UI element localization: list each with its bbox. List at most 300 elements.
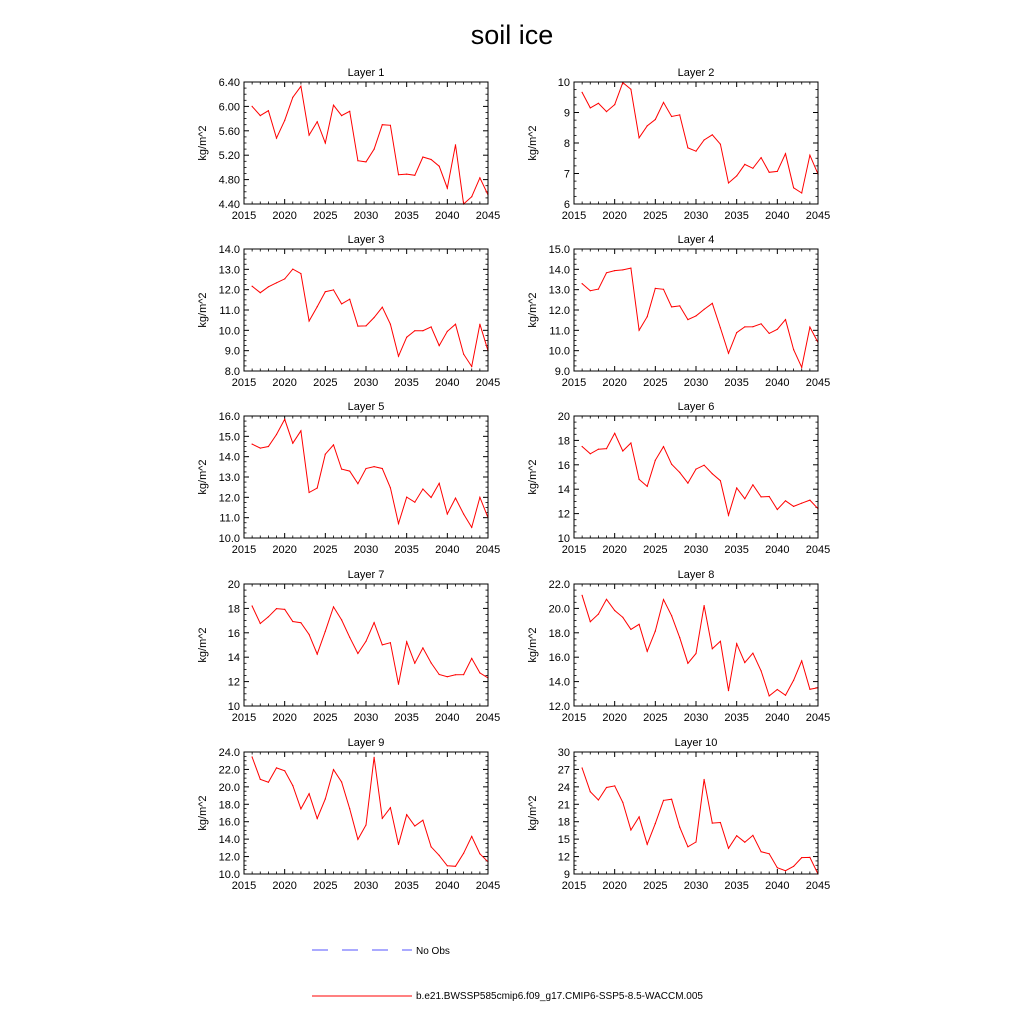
data-point — [695, 841, 696, 842]
data-point — [325, 798, 326, 799]
data-point — [398, 523, 399, 524]
data-point — [582, 446, 583, 447]
y-tick-label: 15 — [557, 834, 570, 847]
plot-frame — [244, 752, 488, 874]
data-point — [606, 272, 607, 273]
data-point — [801, 857, 802, 858]
y-tick-label: 8.0 — [224, 366, 240, 378]
data-point — [590, 290, 591, 291]
data-point — [720, 641, 721, 642]
panel-title: Layer 7 — [347, 569, 385, 581]
data-point — [390, 487, 391, 488]
x-tick-label: 2020 — [602, 377, 627, 389]
data-point — [736, 487, 737, 488]
data-point — [471, 527, 472, 528]
x-tick-label: 2030 — [683, 210, 709, 222]
data-point — [341, 469, 342, 470]
panel-title: Layer 4 — [677, 234, 715, 246]
data-point — [663, 599, 664, 600]
y-axis-label: kg/m^2 — [527, 125, 539, 161]
data-point — [349, 637, 350, 638]
x-tick-label: 2040 — [765, 712, 790, 724]
data-point — [655, 288, 656, 289]
x-tick-label: 2015 — [561, 712, 587, 724]
data-point — [777, 509, 778, 510]
data-point — [614, 785, 615, 786]
data-point — [695, 315, 696, 316]
data-point — [606, 448, 607, 449]
data-point — [276, 608, 277, 609]
data-point — [655, 631, 656, 632]
data-point — [793, 506, 794, 507]
x-tick-label: 2040 — [435, 210, 460, 222]
data-point — [598, 103, 599, 104]
data-point — [414, 825, 415, 826]
data-point — [744, 662, 745, 663]
x-tick-label: 2020 — [602, 544, 627, 556]
x-tick-label: 2025 — [313, 377, 338, 389]
data-point — [341, 781, 342, 782]
data-point — [414, 502, 415, 503]
data-point — [712, 823, 713, 824]
data-point — [582, 767, 583, 768]
x-tick-label: 2015 — [561, 544, 587, 556]
x-tick-label: 2020 — [602, 880, 627, 892]
data-point — [809, 689, 810, 690]
x-tick-label: 2040 — [435, 712, 460, 724]
y-tick-label: 12.0 — [548, 305, 570, 317]
data-point — [582, 283, 583, 284]
data-point — [463, 354, 464, 355]
plot-frame — [244, 82, 488, 204]
data-point — [801, 503, 802, 504]
y-tick-label: 12.0 — [548, 701, 570, 713]
data-point — [447, 865, 448, 866]
y-tick-label: 11.0 — [549, 325, 570, 338]
data-point — [365, 641, 366, 642]
data-point — [728, 690, 729, 691]
y-tick-label: 10.0 — [218, 325, 240, 338]
x-tick-label: 2020 — [272, 880, 297, 892]
data-point — [268, 110, 269, 111]
data-point — [744, 498, 745, 499]
y-tick-label: 14.0 — [218, 244, 240, 256]
panel-grid — [197, 67, 830, 892]
y-tick-label: 13.0 — [218, 264, 240, 277]
data-point — [614, 610, 615, 611]
x-tick-label: 2015 — [231, 712, 257, 724]
panel-title: Layer 2 — [677, 67, 715, 79]
data-point — [777, 867, 778, 868]
x-tick-label: 2040 — [765, 544, 790, 556]
data-point — [590, 107, 591, 108]
x-tick-label: 2015 — [561, 377, 587, 389]
y-tick-label: 12.0 — [218, 492, 240, 505]
data-point — [622, 450, 623, 451]
data-point — [679, 827, 680, 828]
data-point — [260, 623, 261, 624]
data-point — [479, 177, 480, 178]
data-point — [663, 289, 664, 290]
data-point — [260, 779, 261, 780]
y-tick-label: 10.0 — [218, 869, 240, 881]
data-point — [712, 648, 713, 649]
data-point — [406, 497, 407, 498]
data-point — [374, 757, 375, 758]
y-tick-label: 8 — [563, 138, 570, 150]
y-axis-label: kg/m^2 — [527, 292, 539, 328]
data-point — [785, 319, 786, 320]
data-point — [341, 115, 342, 116]
x-tick-label: 2020 — [272, 210, 297, 222]
data-point — [447, 676, 448, 677]
data-point — [455, 144, 456, 145]
panel-layer-2 — [527, 67, 830, 222]
data-point — [357, 326, 358, 327]
data-point — [622, 269, 623, 270]
x-tick-label: 2015 — [231, 210, 257, 222]
x-tick-label: 2040 — [765, 880, 790, 892]
x-tick-label: 2040 — [765, 377, 790, 389]
data-point — [365, 468, 366, 469]
y-tick-label: 13.0 — [548, 284, 570, 297]
y-tick-label: 10.0 — [548, 345, 570, 358]
data-point — [769, 695, 770, 696]
y-tick-label: 18 — [557, 435, 570, 448]
series-line — [582, 433, 818, 515]
data-point — [655, 460, 656, 461]
data-point — [439, 483, 440, 484]
data-point — [325, 291, 326, 292]
data-point — [447, 513, 448, 514]
x-tick-label: 2025 — [643, 712, 668, 724]
data-point — [744, 164, 745, 165]
data-point — [704, 309, 705, 310]
data-point — [630, 89, 631, 90]
data-point — [793, 349, 794, 350]
data-point — [647, 486, 648, 487]
x-tick-label: 2020 — [272, 377, 297, 389]
data-point — [687, 147, 688, 148]
data-point — [431, 497, 432, 498]
data-point — [276, 138, 277, 139]
data-point — [736, 175, 737, 176]
data-point — [374, 317, 375, 318]
data-point — [582, 92, 583, 93]
x-tick-label: 2030 — [683, 377, 709, 389]
data-point — [276, 434, 277, 435]
data-point — [455, 674, 456, 675]
data-point — [309, 793, 310, 794]
data-point — [736, 332, 737, 333]
data-point — [341, 303, 342, 304]
x-tick-label: 2030 — [353, 880, 379, 892]
data-point — [679, 637, 680, 638]
data-point — [655, 823, 656, 824]
series-line — [252, 86, 488, 204]
data-point — [349, 471, 350, 472]
data-point — [712, 303, 713, 304]
x-tick-label: 2025 — [313, 880, 338, 892]
y-tick-label: 20.0 — [218, 781, 240, 794]
series-line — [582, 768, 818, 874]
data-point — [365, 824, 366, 825]
y-tick-label: 15.0 — [218, 431, 240, 444]
data-point — [422, 647, 423, 648]
y-tick-label: 9 — [563, 107, 570, 120]
data-point — [809, 327, 810, 328]
data-point — [317, 487, 318, 488]
data-point — [284, 770, 285, 771]
data-point — [671, 799, 672, 800]
y-tick-label: 18.0 — [218, 799, 240, 812]
data-point — [422, 156, 423, 157]
data-point — [752, 835, 753, 836]
data-point — [341, 619, 342, 620]
data-point — [479, 853, 480, 854]
data-point — [809, 155, 810, 156]
data-point — [598, 799, 599, 800]
data-point — [769, 172, 770, 173]
data-point — [398, 356, 399, 357]
x-tick-label: 2035 — [724, 210, 749, 222]
panel-title: Layer 9 — [347, 737, 385, 749]
y-tick-label: 5.60 — [218, 125, 240, 138]
data-point — [292, 443, 293, 444]
data-point — [801, 192, 802, 193]
data-point — [793, 680, 794, 681]
y-tick-label: 20 — [557, 411, 570, 423]
data-point — [671, 464, 672, 465]
data-point — [471, 658, 472, 659]
y-tick-label: 9 — [563, 869, 570, 881]
data-point — [761, 157, 762, 158]
data-point — [630, 442, 631, 443]
x-tick-label: 2035 — [394, 880, 419, 892]
panel-layer-4 — [527, 234, 830, 389]
x-tick-label: 2030 — [353, 377, 379, 389]
data-point — [785, 870, 786, 871]
data-point — [752, 484, 753, 485]
y-tick-label: 6.40 — [218, 77, 240, 89]
data-point — [382, 468, 383, 469]
y-tick-label: 14 — [227, 652, 240, 665]
y-tick-label: 22.0 — [548, 579, 570, 591]
y-tick-label: 16 — [557, 459, 570, 472]
data-point — [374, 466, 375, 467]
y-tick-label: 9.0 — [554, 366, 570, 378]
data-point — [349, 299, 350, 300]
x-tick-label: 2045 — [805, 544, 831, 556]
data-point — [744, 326, 745, 327]
data-point — [309, 320, 310, 321]
data-point — [809, 500, 810, 501]
x-tick-label: 2020 — [272, 544, 297, 556]
panel-title: Layer 5 — [347, 401, 385, 413]
data-point — [777, 689, 778, 690]
x-tick-label: 2045 — [475, 880, 501, 892]
x-tick-label: 2015 — [231, 544, 257, 556]
data-point — [463, 853, 464, 854]
x-tick-label: 2040 — [435, 880, 460, 892]
y-tick-label: 14.0 — [218, 834, 240, 847]
data-point — [761, 323, 762, 324]
data-point — [349, 111, 350, 112]
data-point — [284, 609, 285, 610]
data-point — [720, 822, 721, 823]
y-tick-label: 20.0 — [548, 603, 570, 616]
data-point — [606, 111, 607, 112]
data-point — [793, 187, 794, 188]
data-point — [479, 324, 480, 325]
data-point — [447, 331, 448, 332]
x-tick-label: 2035 — [394, 377, 419, 389]
data-point — [785, 153, 786, 154]
data-point — [398, 844, 399, 845]
x-tick-label: 2020 — [602, 712, 627, 724]
legend — [312, 946, 703, 1002]
plot-frame — [244, 249, 488, 371]
data-point — [374, 149, 375, 150]
data-point — [704, 779, 705, 780]
data-point — [431, 662, 432, 663]
data-point — [471, 196, 472, 197]
x-tick-label: 2045 — [475, 544, 501, 556]
data-point — [260, 448, 261, 449]
data-point — [704, 605, 705, 606]
data-point — [406, 174, 407, 175]
data-point — [292, 269, 293, 270]
data-point — [317, 818, 318, 819]
y-tick-label: 12 — [557, 851, 570, 864]
data-point — [349, 808, 350, 809]
y-tick-label: 14.0 — [548, 676, 570, 689]
data-point — [406, 641, 407, 642]
plot-frame — [574, 82, 818, 204]
data-point — [357, 483, 358, 484]
data-point — [357, 653, 358, 654]
panel-title: Layer 8 — [677, 569, 715, 581]
data-point — [712, 134, 713, 135]
data-point — [309, 634, 310, 635]
panel-layer-10 — [527, 737, 830, 892]
x-tick-label: 2045 — [805, 880, 831, 892]
x-tick-label: 2025 — [643, 377, 668, 389]
legend-model-label: b.e21.BWSSP585cmip6.f09_g17.CMIP6-SSP5-8.5-WACCM.005 — [416, 991, 703, 1002]
data-point — [809, 857, 810, 858]
y-tick-label: 4.80 — [218, 174, 240, 187]
data-point — [736, 835, 737, 836]
x-tick-label: 2030 — [683, 712, 709, 724]
data-point — [333, 105, 334, 106]
panel-title: Layer 10 — [674, 737, 718, 749]
data-point — [252, 444, 253, 445]
data-point — [687, 663, 688, 664]
y-tick-label: 10.0 — [218, 533, 240, 545]
y-tick-label: 14.0 — [218, 451, 240, 464]
data-point — [712, 473, 713, 474]
data-point — [598, 614, 599, 615]
plot-frame — [244, 584, 488, 706]
data-point — [268, 616, 269, 617]
data-point — [679, 305, 680, 306]
data-point — [622, 617, 623, 618]
data-point — [687, 319, 688, 320]
x-tick-label: 2045 — [475, 210, 501, 222]
data-point — [422, 820, 423, 821]
data-point — [333, 606, 334, 607]
x-tick-label: 2040 — [435, 377, 460, 389]
data-point — [260, 292, 261, 293]
data-point — [325, 631, 326, 632]
data-point — [390, 807, 391, 808]
data-point — [769, 333, 770, 334]
y-tick-label: 9.0 — [224, 345, 240, 358]
panel-layer-1 — [197, 67, 500, 222]
x-tick-label: 2025 — [643, 880, 668, 892]
x-tick-label: 2030 — [683, 880, 709, 892]
x-tick-label: 2045 — [805, 377, 831, 389]
plot-frame — [574, 249, 818, 371]
data-point — [663, 446, 664, 447]
data-point — [647, 651, 648, 652]
x-tick-label: 2025 — [643, 544, 668, 556]
y-tick-label: 16 — [227, 627, 240, 640]
data-point — [382, 124, 383, 125]
data-point — [630, 268, 631, 269]
y-tick-label: 22.0 — [218, 764, 240, 777]
data-point — [671, 615, 672, 616]
data-point — [614, 104, 615, 105]
y-tick-label: 16.0 — [218, 411, 240, 423]
y-tick-label: 24.0 — [218, 747, 240, 759]
data-point — [614, 433, 615, 434]
x-tick-label: 2025 — [313, 544, 338, 556]
x-tick-label: 2015 — [231, 377, 257, 389]
data-point — [720, 144, 721, 145]
y-tick-label: 6.00 — [218, 101, 240, 114]
data-point — [374, 622, 375, 623]
data-point — [252, 756, 253, 757]
x-tick-label: 2030 — [353, 712, 379, 724]
data-point — [252, 106, 253, 107]
data-point — [398, 174, 399, 175]
data-point — [769, 496, 770, 497]
data-point — [752, 168, 753, 169]
data-point — [785, 500, 786, 501]
series-line — [252, 757, 488, 866]
x-tick-label: 2015 — [561, 880, 587, 892]
data-point — [398, 684, 399, 685]
data-point — [622, 802, 623, 803]
data-point — [382, 307, 383, 308]
data-point — [639, 816, 640, 817]
data-point — [455, 498, 456, 499]
y-tick-label: 12 — [227, 676, 240, 689]
data-point — [761, 496, 762, 497]
series-line — [582, 595, 818, 696]
y-tick-label: 12.0 — [218, 284, 240, 297]
data-point — [761, 670, 762, 671]
data-point — [479, 672, 480, 673]
data-point — [292, 97, 293, 98]
y-tick-label: 12.0 — [218, 851, 240, 864]
data-point — [268, 286, 269, 287]
data-point — [390, 642, 391, 643]
data-point — [276, 767, 277, 768]
data-point — [325, 454, 326, 455]
data-point — [785, 695, 786, 696]
